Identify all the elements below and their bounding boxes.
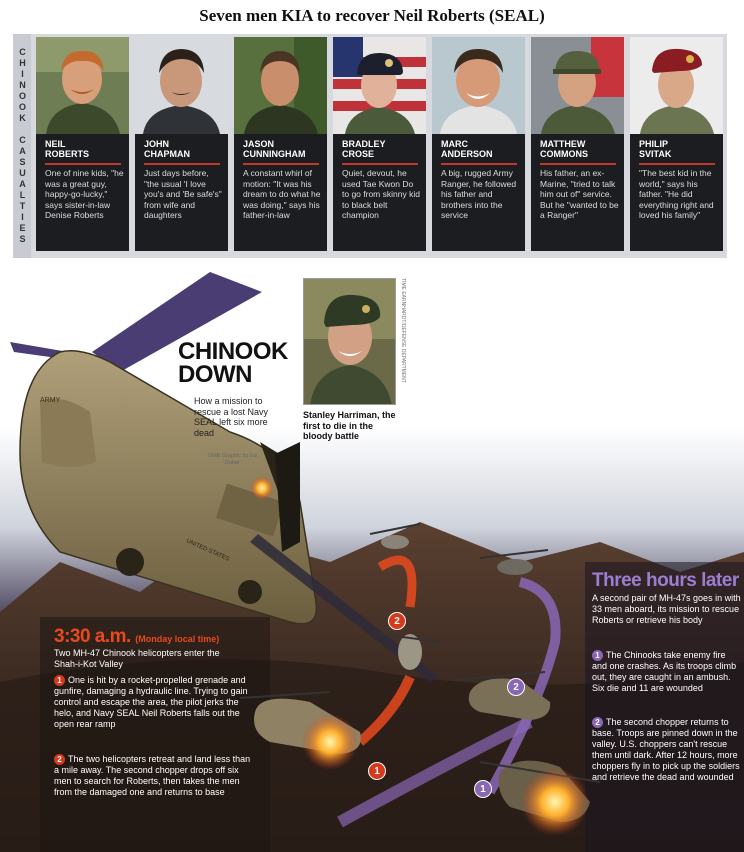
phase2-time: Three hours later	[592, 570, 739, 591]
name-divider	[441, 163, 517, 165]
marc-anderson-photo	[432, 37, 525, 134]
bradley-crose-photo	[333, 37, 426, 134]
jason-cunningham-photo	[234, 37, 327, 134]
phase1-step-1: 1 One is hit by a rocket-propelled grenade and gunfire, damaging a hydraulic line. Trying to gain control and escape the area, the pilot jerks the helo, and Navy SEAL Neil Roberts falls out the open rear ramp	[54, 675, 248, 729]
name-divider	[639, 163, 715, 165]
helicopter-label: UNITED STATES	[185, 538, 231, 563]
casualty-name: JOHN CHAPMAN	[144, 139, 190, 159]
stanley-harriman-photo	[303, 278, 396, 405]
casualty-description: Just days before, "the usual 'I love you's and 'Be safe's" from wife and daughters	[144, 168, 222, 220]
explosion-icon	[250, 476, 274, 500]
phase2-step-1: 1 The Chinooks take enemy fire and one crashes. As its troops climb out, they are caught in an ambush. Six die and 11 are wounded	[592, 650, 737, 693]
helicopter-label: ARMY	[40, 397, 61, 404]
graphic-credit: TIME Graphic by Ed Gabel	[207, 453, 257, 466]
headline: CHINOOK DOWN	[178, 338, 288, 388]
name-divider	[144, 163, 220, 165]
phase1-intro: Two MH-47 Chinook helicopters enter the Shah-i-Kot Valley	[54, 648, 220, 669]
name-divider	[342, 163, 418, 165]
step-number-badge: 1	[54, 675, 65, 686]
name-divider	[45, 163, 121, 165]
page-title: Seven men KIA to recover Neil Roberts (SEAL)	[199, 6, 545, 25]
phase2-step-2: 2 The second chopper returns to base. Troops are pinned down in the valley. U.S. choppers can't rescue them until dark. After 12 hours, more choppers fly in to pick up the soldiers and retrieve the dead and wounded	[592, 717, 740, 782]
casualty-card-matthew-commons	[531, 37, 624, 251]
casualty-card-john-chapman	[135, 37, 228, 251]
casualty-card-bradley-crose	[333, 37, 426, 251]
map-marker: 2	[507, 678, 525, 696]
harriman-caption: Stanley Harriman, the first to die in the bloody battle	[303, 410, 396, 441]
name-divider	[540, 163, 616, 165]
name-divider	[243, 163, 319, 165]
casualty-name: JASON CUNNINGHAM	[243, 139, 306, 159]
casualty-name: NEIL ROBERTS	[45, 139, 90, 159]
step-number-badge: 2	[592, 717, 603, 728]
casualty-name: PHILIP SVITAK	[639, 139, 672, 159]
map-marker: 2	[388, 612, 406, 630]
step-number-badge: 2	[54, 754, 65, 765]
phase1-time: 3:30 a.m. (Monday local time)	[54, 626, 220, 647]
casualty-card-neil-roberts	[36, 37, 129, 251]
casualty-description: His father, an ex-Marine, "tried to talk him out of" service. But he "wanted to be a Ranger"	[540, 168, 619, 220]
step-number-badge: 1	[592, 650, 603, 661]
philip-svitak-photo	[630, 37, 723, 134]
neil-roberts-photo	[36, 37, 129, 134]
casualty-description: "The best kid in the world," says his father. "He did everything right and loved his family"	[639, 168, 714, 220]
casualty-description: One of nine kids, "he was a great guy, happy-go-lucky," says sister-in-law Denise Roberts	[45, 168, 124, 220]
casualty-name: BRADLEY CROSE	[342, 139, 386, 159]
casualty-card-jason-cunningham	[234, 37, 327, 251]
map-marker: 1	[474, 780, 492, 798]
map-marker: 1	[368, 762, 386, 780]
phase2-intro: A second pair of MH-47s goes in with 33 men aboard, its mission to rescue Roberts or retrieve his body	[592, 593, 741, 625]
john-chapman-photo	[135, 37, 228, 134]
casualty-description: Quiet, devout, he used Tae Kwon Do to go from skinny kid to black belt champion	[342, 168, 420, 220]
explosion-icon	[302, 714, 358, 770]
photo-credit: TIME EARNHARDT/DEFENSE DEPARTMENT	[400, 278, 406, 383]
matthew-commons-photo	[531, 37, 624, 134]
casualty-description: A constant whirl of motion: "It was his dream to do what he was doing," says his father-in-law	[243, 168, 321, 220]
casualty-card-philip-svitak	[630, 37, 723, 251]
phase1-step-2: 2 The two helicopters retreat and land less than a mile away. The second chopper drops off six men to search for Roberts, then takes the men from the damaged one and returns to base	[54, 754, 251, 797]
casualty-name: MARC ANDERSON	[441, 139, 493, 159]
casualty-strip-label: CHINOOK CASUALTIES	[13, 34, 31, 258]
casualty-card-marc-anderson	[432, 37, 525, 251]
subheadline: How a mission to rescue a lost Navy SEAL left six more dead	[194, 396, 269, 438]
casualty-description: A big, rugged Army Ranger, he followed his father and brothers into the service	[441, 168, 517, 220]
explosion-icon	[521, 768, 589, 836]
casualty-name: MATTHEW COMMONS	[540, 139, 588, 159]
